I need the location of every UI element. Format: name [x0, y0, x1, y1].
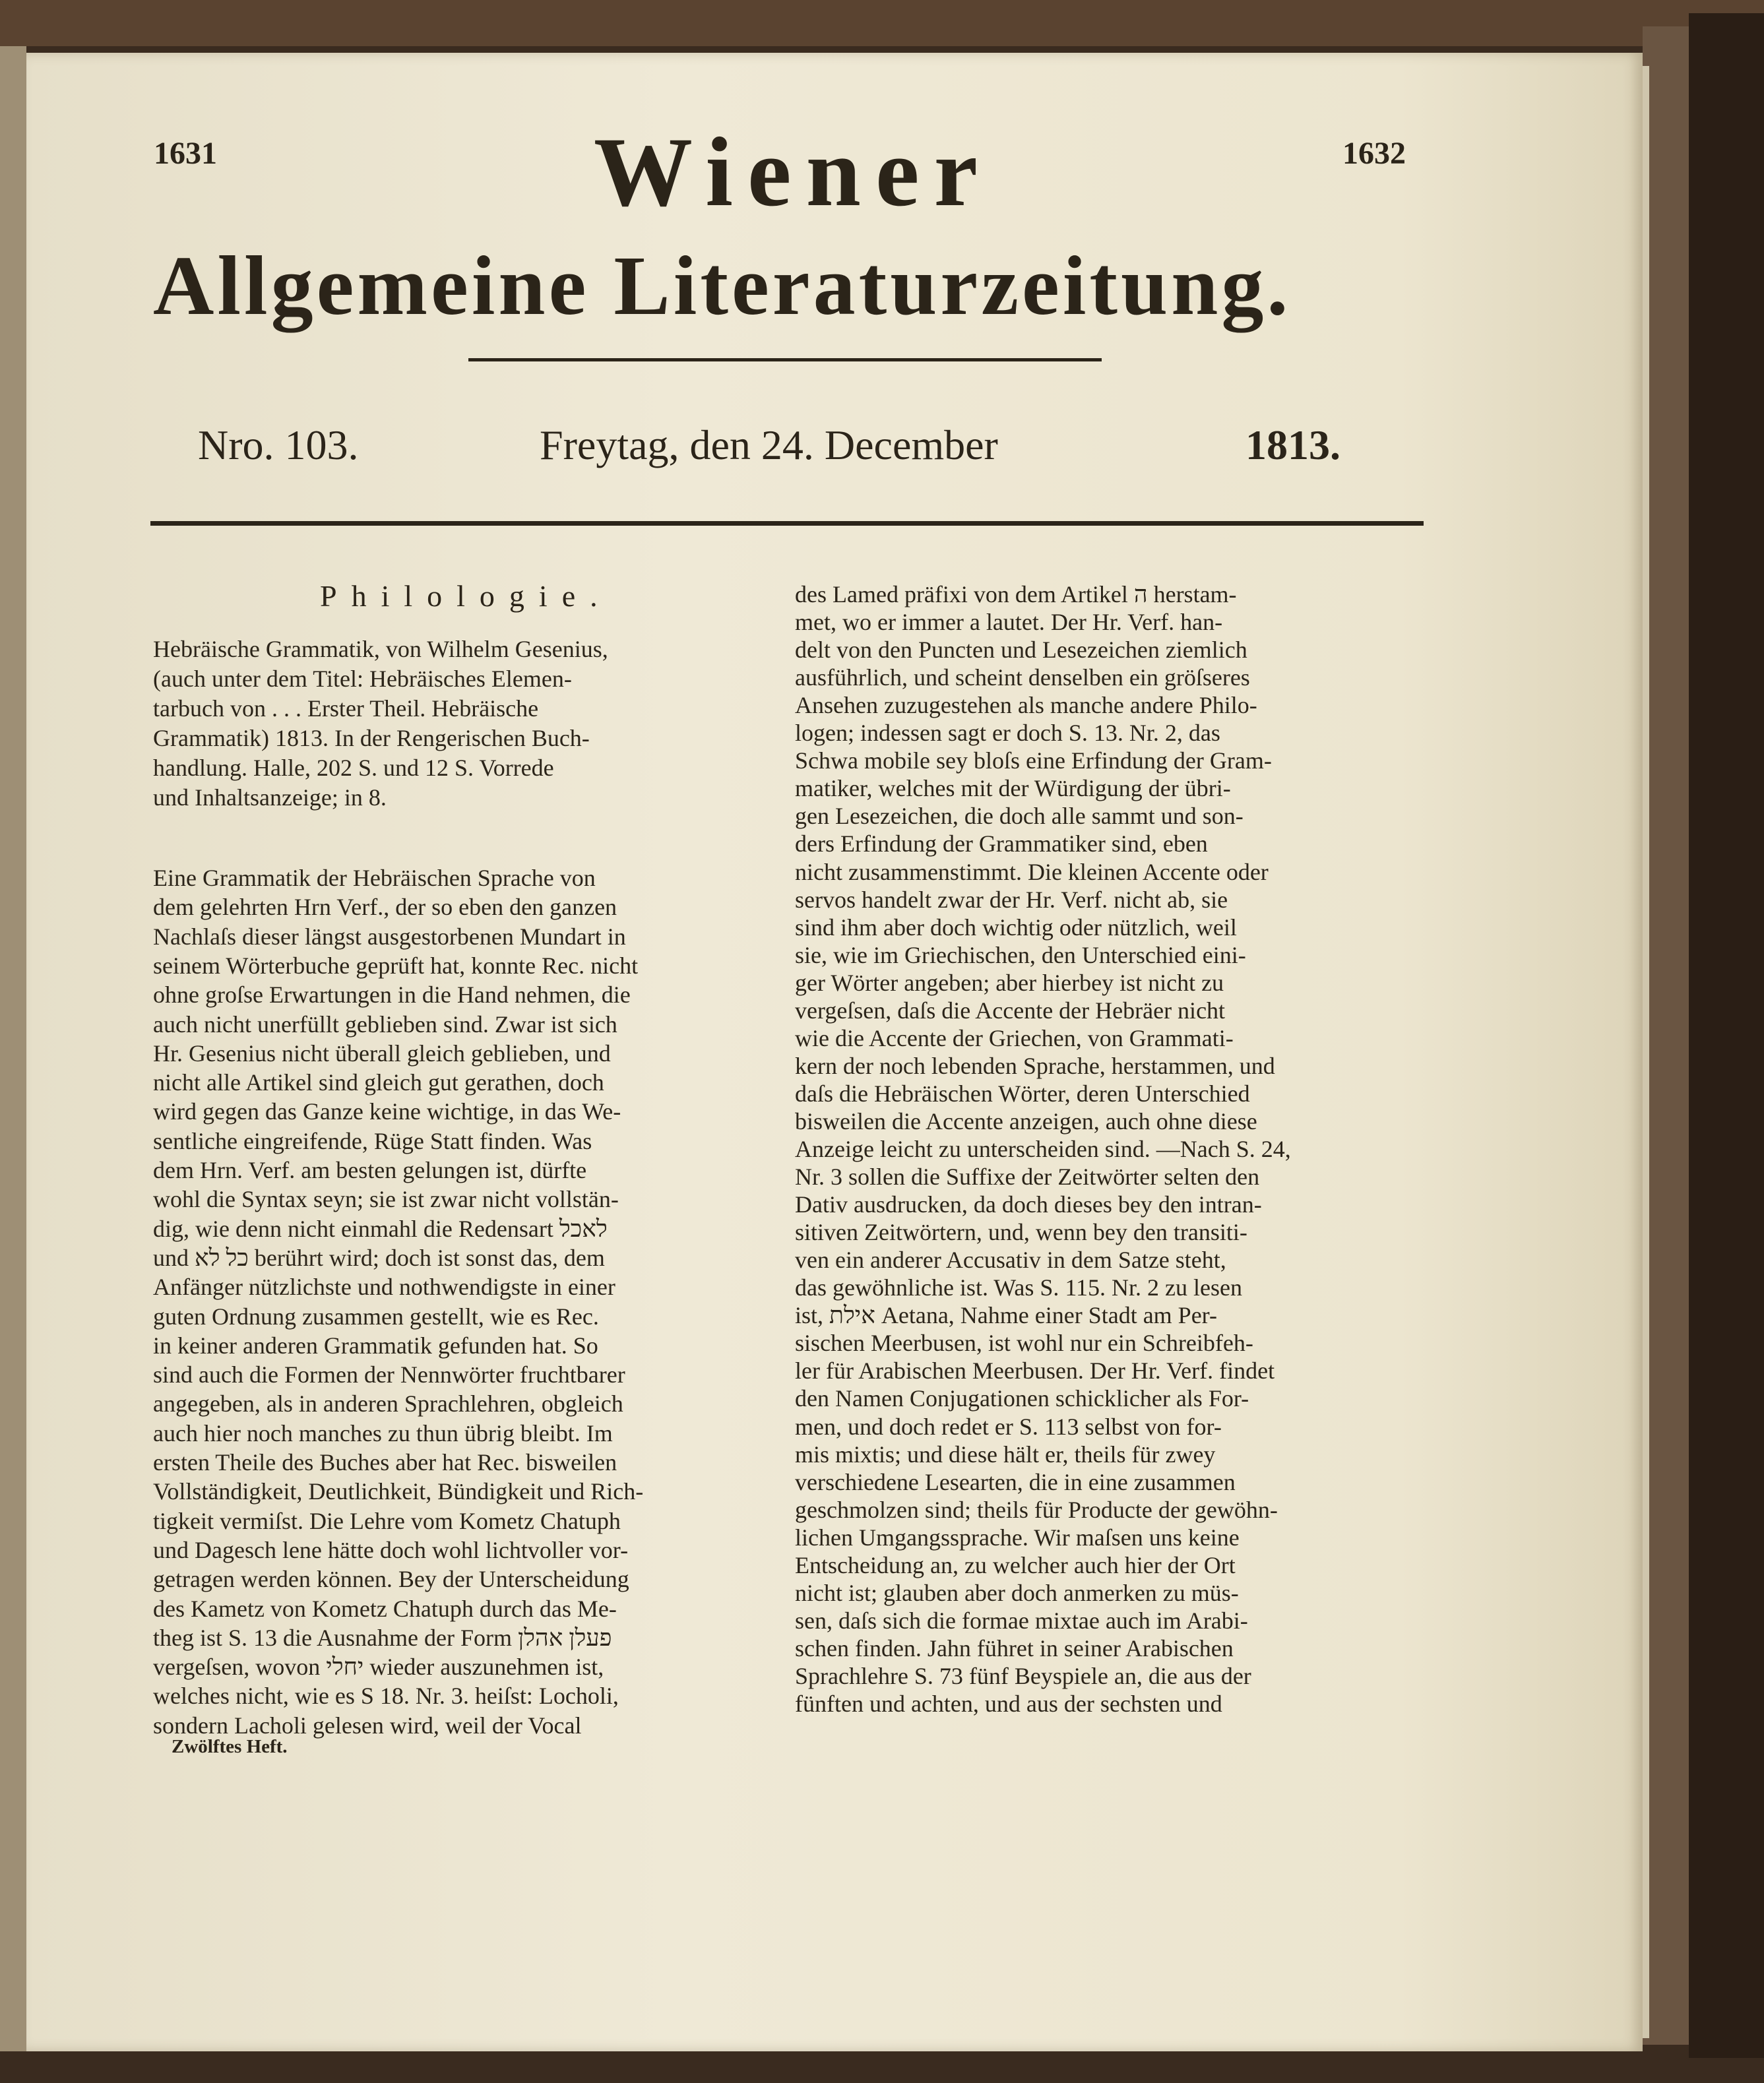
issue-year: 1813. [1245, 421, 1340, 468]
left-column-line: wird gegen das Ganze keine wichtige, in das We- [153, 1098, 621, 1125]
right-column-line: Dativ ausdrucken, da doch dieses bey den intran- [795, 1191, 1262, 1218]
left-column-line: wohl die Syntax seyn; sie ist zwar nicht vollstän- [153, 1186, 619, 1213]
left-column-line: welches nicht, wie es S 18. Nr. 3. heiſst: Locholi, [153, 1683, 619, 1710]
right-column-line: nicht ist; glauben aber doch anmerken zu müs- [795, 1579, 1239, 1606]
left-column-line: des Kametz von Kometz Chatuph durch das Me- [153, 1595, 617, 1622]
right-column-line: Entscheidung an, zu welcher auch hier der Ort [795, 1551, 1236, 1578]
left-column-line: Vollständigkeit, Deutlichkeit, Bündigkeit und Rich- [153, 1478, 644, 1505]
right-column-line: ist, אילת Aetana, Nahme einer Stadt am Per- [795, 1302, 1217, 1329]
left-column-line: Nachlaſs dieser längst ausgestorbenen Mundart in [153, 923, 626, 950]
left-column-line: ersten Theile des Buches aber hat Rec. bisweilen [153, 1449, 617, 1476]
masthead-rule [468, 358, 1102, 361]
right-column-line: verschiedene Lesearten, die in eine zusammen [795, 1468, 1236, 1495]
left-column-line: guten Ordnung zusammen gestellt, wie es Rec. [153, 1303, 599, 1330]
right-column-line: Nr. 3 sollen die Suffixe der Zeitwörter selten den [795, 1164, 1260, 1191]
right-column-line: geschmolzen sind; theils für Producte der gewöhn- [795, 1496, 1278, 1523]
masthead-title-line2: Allgemeine Literaturzeitung. [153, 239, 1292, 332]
right-column-line: matiker, welches mit der Würdigung der übri- [795, 775, 1231, 802]
left-column-line: Eine Grammatik der Hebräischen Sprache von [153, 865, 596, 891]
page-number-left: 1631 [154, 136, 217, 171]
header-rule [150, 521, 1424, 526]
left-column-line: dig, wie denn nicht einmahl die Redensart לאכל [153, 1215, 608, 1242]
review-entry-line: Grammatik) 1813. In der Rengerischen Buch- [153, 725, 590, 751]
masthead-title-line1: Wiener [594, 117, 993, 227]
left-column-line: und כל לא berührt wird; doch ist sonst das, dem [153, 1244, 605, 1271]
right-column-line: ausführlich, und scheint denselben ein gröſseres [795, 664, 1250, 691]
left-column-line: ohne groſse Erwartungen in die Hand nehmen, die [153, 981, 631, 1009]
right-column-line: des Lamed präfixi von dem Artikel ה herstam- [795, 581, 1237, 607]
left-column-line: tigkeit vermiſst. Die Lehre vom Kometz Chatuph [153, 1507, 621, 1534]
right-column-line: men, und doch redet er S. 113 selbst von for- [795, 1413, 1222, 1440]
right-column-line: schen finden. Jahn führet in seiner Arabischen [795, 1634, 1234, 1662]
right-column-line: Schwa mobile sey bloſs eine Erfindung der Gram- [795, 747, 1272, 774]
left-column-line: sind auch die Formen der Nennwörter fruchtbarer [153, 1361, 625, 1388]
right-column-line: ven ein anderer Accusativ in dem Satze steht, [795, 1247, 1226, 1274]
review-entry-line: (auch unter dem Titel: Hebräisches Elemen- [153, 666, 572, 692]
right-column-line: Anzeige leicht zu unterscheiden sind. —Nach S. 24, [795, 1136, 1291, 1162]
left-column-line: Hr. Gesenius nicht überall gleich geblieben, und [153, 1040, 611, 1067]
left-column-line: seinem Wörterbuche geprüft hat, konnte Rec. nicht [153, 952, 639, 979]
right-column-line: das gewöhnliche ist. Was S. 115. Nr. 2 zu lesen [795, 1274, 1243, 1301]
left-column-line: sondern Lacholi gelesen wird, weil der Vocal [153, 1712, 582, 1739]
left-column-line: dem gelehrten Hrn Verf., der so eben den ganzen [153, 894, 617, 921]
right-column-line: bisweilen die Accente anzeigen, auch ohne diese [795, 1107, 1257, 1135]
left-column-line: getragen werden können. Bey der Unterscheidung [153, 1566, 629, 1593]
footer-caption: Zwölftes Heft. [172, 1736, 288, 1757]
right-column-line: met, wo er immer a lautet. Der Hr. Verf. han- [795, 609, 1223, 636]
left-column-line: dem Hrn. Verf. am besten gelungen ist, dürfte [153, 1157, 587, 1183]
review-entry-line: Hebräische Grammatik, von Wilhelm Gesenius, [153, 636, 608, 662]
left-column-line: und Dagesch lene hätte doch wohl lichtvoller vor- [153, 1536, 629, 1563]
left-column-line: vergeſsen, wovon יחלי wieder auszunehmen ist, [153, 1654, 604, 1681]
section-heading: Philologie. [320, 579, 612, 613]
issue-number: Nro. 103. [198, 421, 359, 468]
right-column-line: Ansehen zuzugestehen als manche andere Philo- [795, 692, 1257, 719]
right-column-line: delt von den Puncten und Lesezeichen ziemlich [795, 637, 1247, 664]
left-column-line: in keiner anderen Grammatik gefunden hat. So [153, 1332, 598, 1359]
right-column-line: ler für Arabischen Meerbusen. Der Hr. Verf. findet [795, 1357, 1275, 1384]
review-entry-line: tarbuch von . . . Erster Theil. Hebräische [153, 695, 539, 722]
right-column-line: den Namen Conjugationen schicklicher als For- [795, 1385, 1249, 1412]
left-column-line: angegeben, als in anderen Sprachlehren, obgleich [153, 1390, 623, 1417]
right-column-line: sischen Meerbusen, ist wohl nur ein Schreibfeh- [795, 1330, 1253, 1357]
right-column-line: ders Erfindung der Grammatiker sind, eben [795, 830, 1208, 857]
right-column-line: fünften und achten, und aus der sechsten und [795, 1691, 1222, 1717]
right-column-line: daſs die Hebräischen Wörter, deren Unterschied [795, 1080, 1250, 1107]
left-column-line: sentliche eingreifende, Rüge Statt finden. Was [153, 1127, 592, 1154]
right-column-line: mis mixtis; und diese hält er, theils für zwey [795, 1441, 1216, 1468]
right-column-line: kern der noch lebenden Sprache, herstammen, und [795, 1052, 1275, 1079]
right-column-line: Sprachlehre S. 73 fünf Beyspiele an, die aus der [795, 1662, 1251, 1689]
left-column-line: auch hier noch manches zu thun übrig bleibt. Im [153, 1419, 613, 1446]
right-column-line: ger Wörter angeben; aber hierbey ist nicht zu [795, 969, 1224, 996]
right-column-line: sind ihm aber doch wichtig oder nützlich, weil [795, 914, 1237, 941]
right-column-line: lichen Umgangssprache. Wir maſsen uns keine [795, 1524, 1240, 1551]
right-column-line: nicht zusammenstimmt. Die kleinen Accente oder [795, 858, 1269, 885]
right-column-line: servos handelt zwar der Hr. Verf. nicht ab, sie [795, 886, 1228, 913]
left-column-line: auch nicht unerfüllt geblieben sind. Zwar ist sich [153, 1010, 617, 1038]
review-entry-line: handlung. Halle, 202 S. und 12 S. Vorrede [153, 755, 554, 781]
right-column-line: vergeſsen, daſs die Accente der Hebräer nicht [795, 997, 1226, 1024]
right-column-line: sen, daſs sich die formae mixtae auch im Arabi- [795, 1607, 1248, 1634]
left-column-line: nicht alle Artikel sind gleich gut gerathen, doch [153, 1069, 604, 1096]
issue-date: Freytag, den 24. December [540, 421, 998, 468]
right-column-line: sie, wie im Griechischen, den Unterschied eini- [795, 941, 1246, 968]
right-column-line: gen Lesezeichen, die doch alle sammt und son- [795, 803, 1244, 830]
review-entry-line: und Inhaltsanzeige; in 8. [153, 784, 387, 811]
right-column-line: logen; indessen sagt er doch S. 13. Nr. 2, das [795, 720, 1220, 747]
page-number-right: 1632 [1342, 136, 1406, 171]
right-column-line: wie die Accente der Griechen, von Grammati- [795, 1024, 1234, 1051]
left-column-line: theg ist S. 13 die Ausnahme der Form פעלן אהלן [153, 1624, 612, 1651]
left-column-line: Anfänger nützlichste und nothwendigste in einer [153, 1274, 615, 1301]
right-column-line: sitiven Zeitwörtern, und, wenn bey den transiti- [795, 1219, 1247, 1246]
